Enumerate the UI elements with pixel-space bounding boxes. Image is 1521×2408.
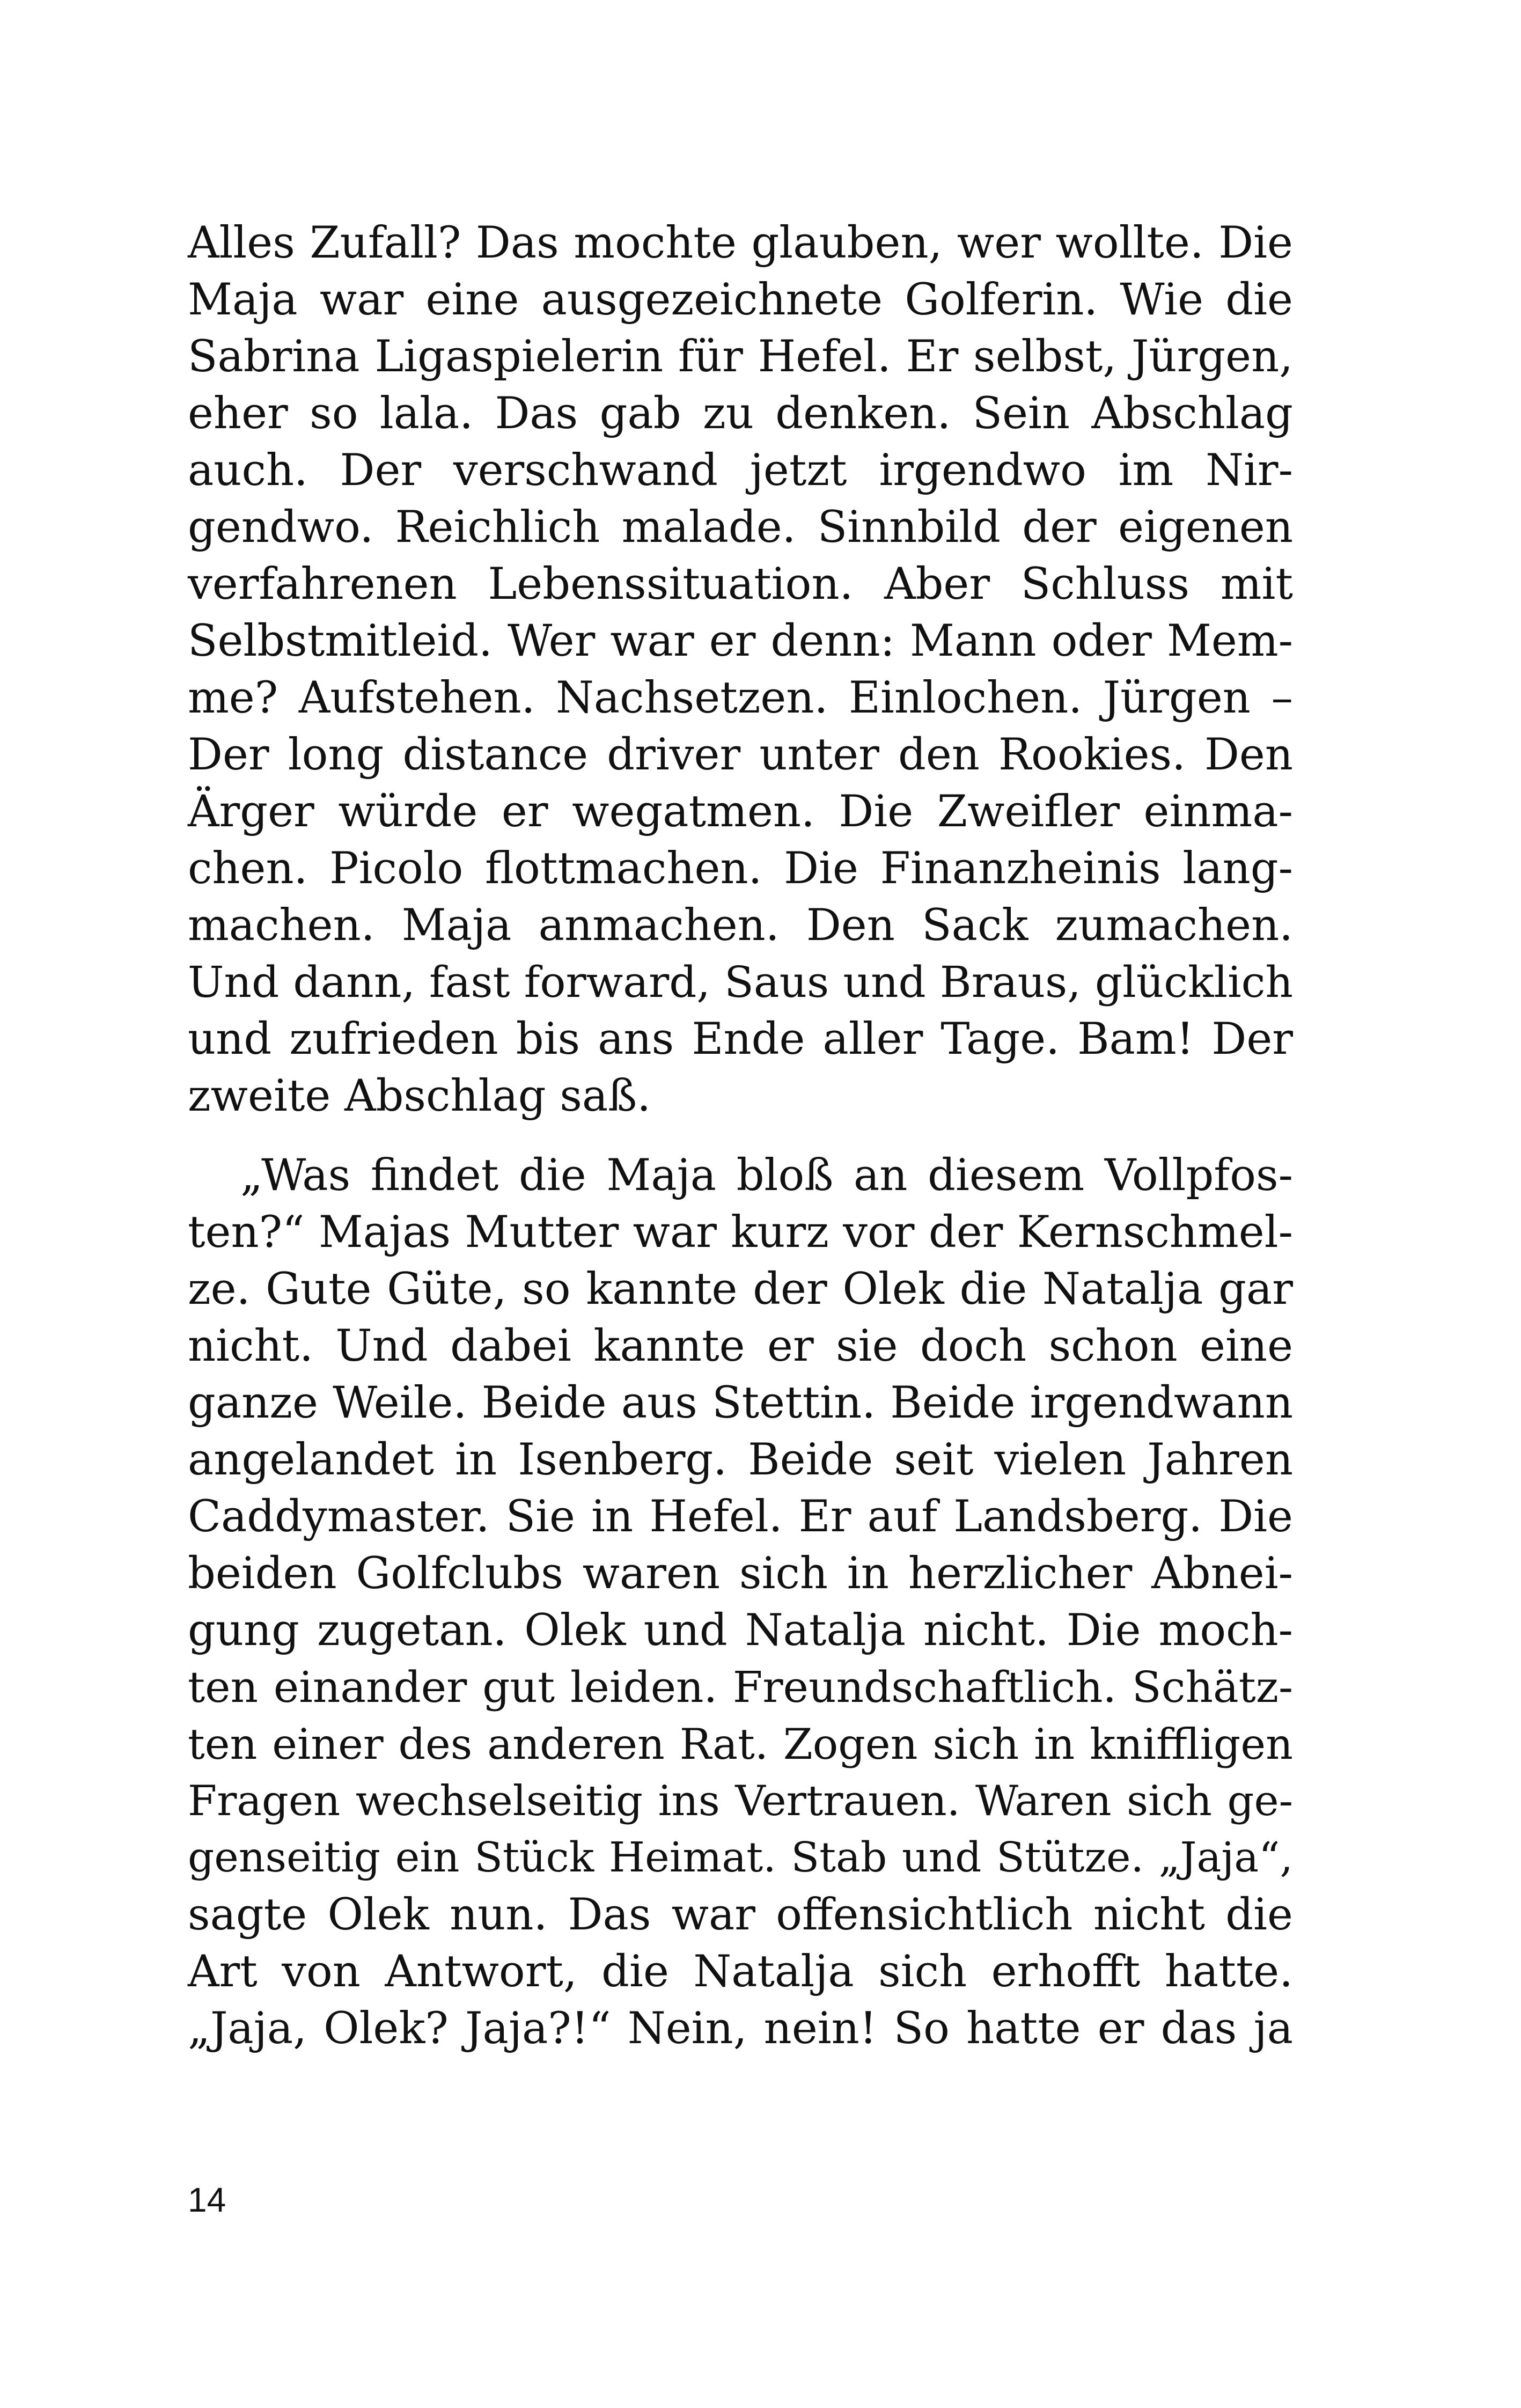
- text-line: ganze Weile. Beide aus Stettin. Beide irgendwann: [188, 1378, 1293, 1428]
- text-line: Maja war eine ausgezeichnete Golferin. Wie die: [188, 275, 1293, 325]
- text-line: ten einander gut leiden. Freundschaftlich. Schätz-: [188, 1662, 1293, 1712]
- text-line: „Jaja, Olek? Jaja?!“ Nein, nein! So hatte er das ja: [188, 2003, 1293, 2054]
- page-number: 14: [188, 2181, 226, 2219]
- text-line: eher so lala. Das gab zu denken. Sein Abschlag: [188, 388, 1293, 439]
- text-line: genseitig ein Stück Heimat. Stab und Stütze. „Jaja“,: [188, 1834, 1293, 1882]
- text-line: Und dann, fast forward, Saus und Braus, glücklich: [188, 957, 1293, 1007]
- text-line: angelandet in Isenberg. Beide seit vielen Jahren: [188, 1435, 1293, 1485]
- text-line: gendwo. Reichlich malade. Sinnbild der eigenen: [188, 502, 1293, 553]
- text-line: verfahrenen Lebenssituation. Aber Schluss mit: [188, 559, 1293, 610]
- text-line: Fragen wechselseitig ins Vertrauen. Waren sich ge-: [188, 1777, 1293, 1825]
- text-line: nicht. Und dabei kannte er sie doch schon eine: [188, 1321, 1293, 1371]
- text-line: me? Aufstehen. Nachsetzen. Einlochen. Jürgen –: [188, 673, 1293, 723]
- text-line: Caddymaster. Sie in Hefel. Er auf Landsberg. Die: [188, 1492, 1293, 1542]
- text-line: „Was findet die Maja bloß an diesem Vollpfos-: [240, 1150, 1293, 1201]
- text-line: ten?“ Majas Mutter war kurz vor der Kernschmel-: [188, 1207, 1293, 1258]
- text-line: Der long distance driver unter den Rookies. Den: [188, 730, 1293, 780]
- paragraph-1: [188, 215, 1293, 1125]
- text-line: gung zugetan. Olek und Natalja nicht. Die moch-: [188, 1605, 1293, 1656]
- text-line: ten einer des anderen Rat. Zogen sich in kniffligen: [188, 1720, 1293, 1769]
- text-line: chen. Picolo flottmachen. Die Finanzheinis lang-: [188, 843, 1293, 894]
- text-line: Art von Antwort, die Natalja sich erhofft hatte.: [188, 1947, 1293, 1997]
- text-line: beiden Golfclubs waren sich in herzlicher Abnei-: [188, 1548, 1293, 1599]
- text-line: machen. Maja anmachen. Den Sack zumachen.: [188, 900, 1293, 951]
- text-line: Ärger würde er wegatmen. Die Zweifler einma-: [188, 787, 1293, 837]
- text-line: sagte Olek nun. Das war offensichtlich nicht die: [188, 1890, 1293, 1940]
- text-line: Selbstmitleid. Wer war er denn: Mann oder Mem-: [188, 616, 1293, 666]
- text-line: Sabrina Ligaspielerin für Hefel. Er selbst, Jürgen,: [188, 332, 1293, 382]
- text-line: und zufrieden bis ans Ende aller Tage. Bam! Der: [188, 1014, 1293, 1064]
- text-line: zweite Abschlag saß.: [188, 1071, 651, 1121]
- paragraph-2: [188, 1147, 1293, 2057]
- text-line: ze. Gute Güte, so kannte der Olek die Natalja gar: [188, 1264, 1293, 1315]
- text-line: Alles Zufall? Das mochte glauben, wer wollte. Die: [188, 218, 1293, 268]
- text-line: auch. Der verschwand jetzt irgendwo im Nir-: [188, 445, 1293, 496]
